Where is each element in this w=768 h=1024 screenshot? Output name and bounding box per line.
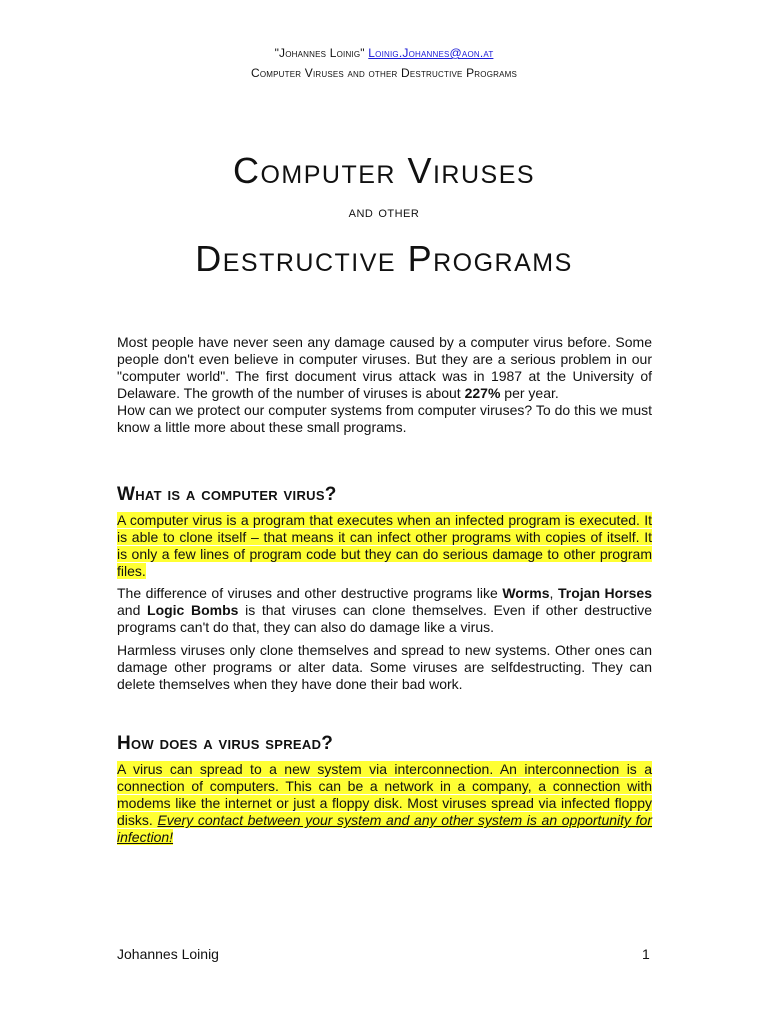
intro-part2: per year. [500,385,559,401]
term-trojan-horses: Trojan Horses [557,585,653,601]
page-number: 1 [642,946,650,962]
intro-question: How can we protect our computer systems from computer viruses? To do this we must know a little more about these small programs. [117,402,652,435]
header-email-link[interactable]: Loinig.Johannes@aon.at [368,46,494,60]
footer-author: Johannes Loinig [117,946,219,962]
header-author-name: "Johannes Loinig" [274,46,365,60]
spread-paragraph [117,761,652,846]
intro-paragraph [117,334,652,436]
title-line-2: and other [348,204,420,221]
growth-figure: 227% [464,385,501,401]
term-logic-bombs: Logic Bombs [147,602,239,618]
title-line-1: Computer Viruses [232,150,536,191]
harmless-paragraph: Harmless viruses only clone themselves and spread to new systems. Other ones can damage other programs or alter data. Some viruses are selfdestructing. They can delete themselves when they have done their bad work. [117,642,652,692]
emphasized-warning: Every contact between your system and any other system is an opportunity for infection! [117,812,652,845]
difference-paragraph [117,585,652,636]
running-header-author [0,46,768,60]
separator-comma: , [549,585,558,601]
highlighted-spread-text: A virus can spread to a new system via interconnection. An interconnection is a connection of computers. This can be a network in a company, a connection with modems like the internet or just a floppy disk. Most viruses spread via infected floppy disks. [117,761,652,828]
title-line-3: Destructive Programs [195,238,573,279]
separator-and: and [117,602,148,618]
difference-text-b: is that viruses can clone themselves. Even if other destructive programs can't do that, they can also do damage like a virus. [117,602,653,635]
section-heading-what-is-virus: What is a computer virus? [117,484,337,505]
intro-text [117,334,652,402]
difference-text-a: The difference of viruses and other destructive programs like [117,585,503,601]
highlighted-definition: A computer virus is a program that executes when an infected program is executed. It is able to clone itself – that means it can infect other programs with copies of itself. It is only a few lines of program code but they can do serious damage to other program files. [117,512,652,579]
intro-part1: Most people have never seen any damage caused by a computer virus before. Some people don't even believe in computer viruses. But they are a serious problem in our "computer world". The first document virus attack was in 1987 at the University of Delaware. The growth of the number of viruses is about [117,334,652,401]
section-heading-virus-spread: How does a virus spread? [117,733,334,754]
term-worms: Worms [502,585,550,601]
running-header-title: Computer Viruses and other Destructive Programs [250,66,518,80]
definition-paragraph [117,512,652,580]
